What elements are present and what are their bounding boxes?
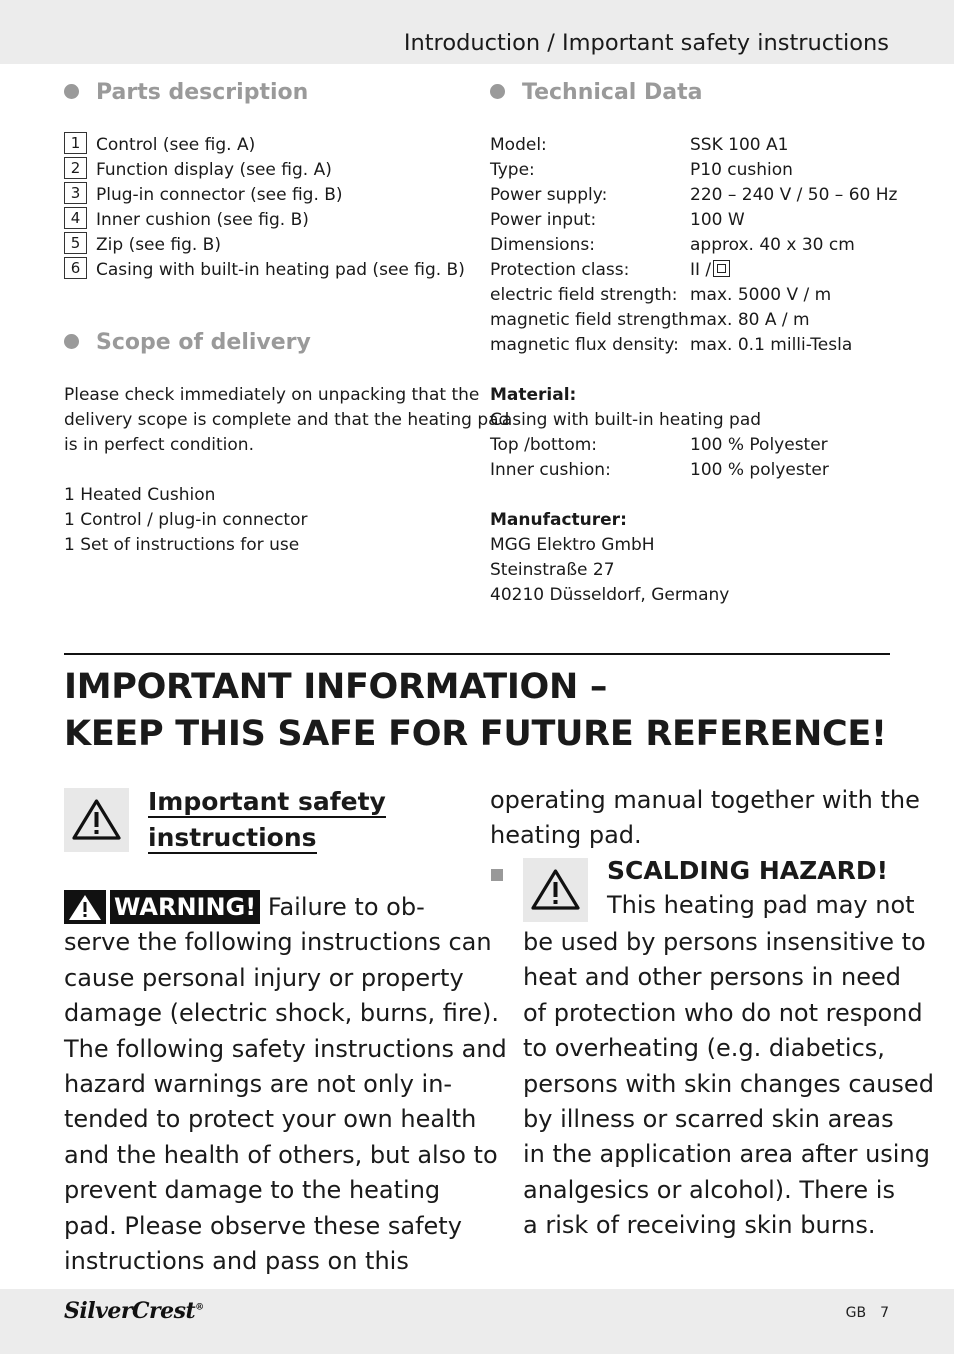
list-item: 1 Control (see fig. A)	[64, 133, 465, 158]
list-item: 1 Set of instructions for use	[64, 535, 300, 555]
scope-of-delivery-heading: Scope of delivery	[64, 330, 311, 355]
table-row: Inner cushion: 100 % polyester	[490, 460, 829, 480]
table-row: Power supply: 220 – 240 V / 50 – 60 Hz	[490, 185, 898, 205]
list-item: 6 Casing with built-in heating pad (see fig. B)	[64, 258, 465, 283]
table-row: Protection class: II /	[490, 258, 897, 283]
warning-icon	[64, 890, 106, 924]
header-title: Introduction / Important safety instructions	[403, 30, 889, 56]
table-row: Top /bottom: 100 % Polyester	[490, 435, 828, 455]
list-item: 3 Plug-in connector (see fig. B)	[64, 183, 465, 208]
table-row: Model: SSK 100 A1	[490, 135, 789, 155]
table-row: Type: P10 cushion	[490, 160, 793, 180]
page-header	[0, 0, 954, 64]
table-row: Dimensions: approx. 40 x 30 cm	[490, 235, 855, 255]
table-row: electric field strength: max. 5000 V / m	[490, 285, 832, 305]
scalding-text: be used by persons insensitive to heat and other persons in need of protection who do not respond to overheating (e.g. diabetics, persons with skin changes caused by illness or scarred skin areas in the application area after using analgesics or alcohol). There is a risk of receiving skin burns.	[523, 928, 934, 1240]
technical-data-table	[490, 133, 897, 358]
table-row: magnetic field strength:max. 80 A / m	[490, 310, 810, 330]
square-bullet-icon	[491, 869, 503, 881]
scope-intro: Please check immediately on unpacking that the delivery scope is complete and that the heating pad is in perfect condition.	[64, 385, 510, 455]
language-code: GB	[845, 1305, 867, 1321]
safety-subheading: Important safety instructions	[148, 787, 386, 852]
technical-data-heading: Technical Data	[490, 80, 702, 105]
page-info	[846, 1305, 889, 1321]
bullet-icon	[64, 334, 79, 349]
list-item: 5 Zip (see fig. B)	[64, 233, 465, 258]
table-row: Power input: 100 W	[490, 210, 745, 230]
parts-list	[64, 133, 465, 283]
warning-label: WARNING!	[110, 890, 260, 924]
scope-items	[64, 483, 307, 558]
warning-first-line: WARNING! Failure to ob-	[64, 890, 507, 925]
safety-continued: operating manual together with the heating pad.	[490, 786, 920, 850]
bullet-icon	[64, 84, 79, 99]
bullet-icon	[490, 84, 505, 99]
divider	[64, 653, 890, 655]
page-number: 7	[880, 1305, 889, 1321]
warning-text: WARNING! Failure to ob- serve the following instructions can cause personal injury or property damage (electric shock, burns, fire). The following safety instructions and hazard warnings are not only in- tended to protect your own health and the health of others, but also to prevent damage to the heating pad. Please observe these safety instructions and pass on this	[64, 890, 507, 1279]
list-item: 1 Control / plug-in connector	[64, 510, 308, 530]
scalding-title: SCALDING HAZARD!	[607, 856, 888, 885]
double-insulation-icon	[713, 260, 730, 277]
list-item: 1 Heated Cushion	[64, 485, 216, 505]
material-label: Material:	[490, 385, 577, 405]
table-row: magnetic flux density: max. 0.1 milli-Tesla	[490, 335, 853, 355]
warning-triangle-icon	[64, 788, 129, 852]
manufacturer-label: Manufacturer:	[490, 510, 627, 530]
warning-triangle-icon	[523, 858, 588, 922]
material-block: Material: Casing with built-in heating pad Top /bottom: 100 % Polyester Inner cushion: 100 % polyester	[490, 383, 829, 483]
list-item: 4 Inner cushion (see fig. B)	[64, 208, 465, 233]
list-item: 2 Function display (see fig. A)	[64, 158, 465, 183]
parts-description-heading: Parts description	[64, 80, 308, 105]
manufacturer-block: Manufacturer: MGG Elektro GmbH Steinstraße 27 40210 Düsseldorf, Germany	[490, 510, 730, 605]
brand-logo: SilverCrest®	[64, 1298, 204, 1324]
scalding-heading-block: SCALDING HAZARD! This heating pad may not	[607, 853, 915, 924]
important-heading: IMPORTANT INFORMATION – KEEP THIS SAFE FOR FUTURE REFERENCE!	[64, 667, 887, 754]
